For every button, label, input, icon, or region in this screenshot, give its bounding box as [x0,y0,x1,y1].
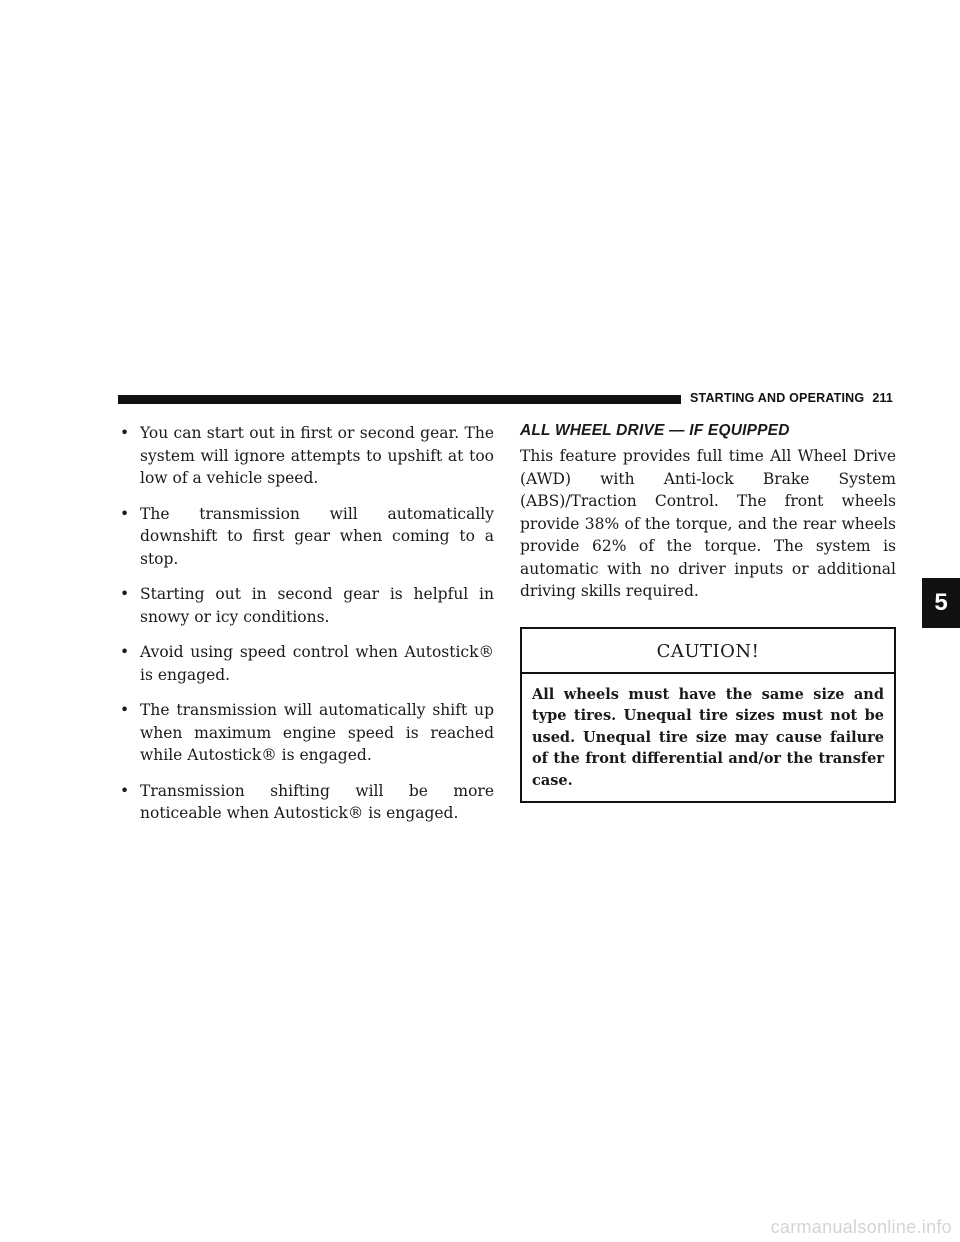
bullet-icon: • [120,701,130,719]
section-heading: ALL WHEEL DRIVE — IF EQUIPPED [520,422,790,439]
list-item-text: You can start out in first or second gear. The system will ignore attempts to upshift at too low of a vehicle speed. [140,424,494,487]
list-item [118,641,494,686]
list-item [118,422,494,490]
list-item-text: Starting out in second gear is helpful in snowy or icy conditions. [140,585,494,626]
bullet-icon: • [120,643,130,661]
right-column [520,421,896,803]
running-header [690,391,893,405]
list-item-text: The transmission will automatically shift up when maximum engine speed is reached while Autostick® is engaged. [140,701,494,764]
bullet-icon: • [120,504,130,523]
bullet-icon: • [120,585,130,603]
list-item [118,503,494,571]
watermark: carmanualsonline.info [770,1217,952,1237]
caution-divider [522,672,894,674]
list-item-text: The transmission will automatically downshift to first gear when coming to a stop. [140,504,494,568]
left-column [118,422,494,838]
section-paragraph: This feature provides full time All Wheel Drive (AWD) with Anti-lock Brake System (ABS)/Traction Control. The front wheels provide 38% of the torque, and the rear wheels provide 62% of the torque. The system is automatic with no driver inputs or additional driving skills required. [520,447,896,600]
caution-title: CAUTION! [656,640,760,662]
list-item [118,780,494,825]
list-item [118,583,494,628]
header-section-title: STARTING AND OPERATING [690,391,865,405]
header-rule [118,395,681,404]
bullet-icon: • [120,781,130,800]
bullet-icon: • [120,424,130,442]
list-item-text: Avoid using speed control when Autostick® is engaged. [140,643,494,684]
list-item [118,699,494,767]
page-number: 211 [872,391,894,405]
list-item-text: Transmission shifting will be more noticeable when Autostick® is engaged. [140,781,494,822]
caution-text: All wheels must have the same size and type tires. Unequal tire sizes must not be used. Unequal tire size may cause failure of the front differential and/or the transfer case. [532,685,884,789]
chapter-tab: 5 [922,578,960,628]
caution-box [520,627,896,804]
